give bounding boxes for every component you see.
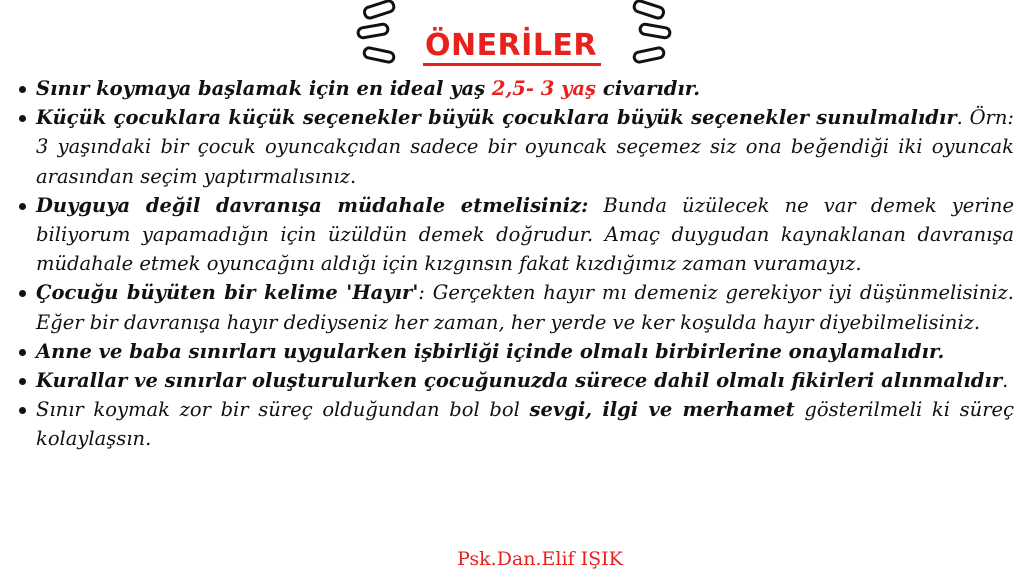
list-item bbox=[14, 395, 1014, 453]
item-bold-text: Sınır koymaya başlamak için en ideal yaş bbox=[36, 77, 492, 100]
list-item bbox=[14, 366, 1014, 395]
item-bold-text: Duyguya değil davranışa müdahale etmelisiniz: bbox=[36, 193, 589, 217]
list-item bbox=[14, 74, 1014, 103]
recommendation-list bbox=[14, 74, 1014, 454]
author-signature: Psk.Dan.Elif IŞIK bbox=[457, 548, 623, 570]
item-text: Sınır koymak zor bir süreç olduğundan bol bol bbox=[36, 398, 530, 422]
item-text: : Gerçekten hayır mı demeniz gerekiyor iyi düşünmelisiniz. Eğer bir davranışa hayır dediyseniz her zaman, her yerde ve ker koşulda hayır diyebilmelisiniz. bbox=[36, 281, 1014, 334]
item-bold-text: Kurallar ve sınırlar oluşturulurken çocuğunuzda sürece dahil olmalı fikirleri alınmalıdır bbox=[36, 369, 1003, 393]
item-text: Bunda üzülecek ne var demek yerine biliyorum yapamadığın için üzüldün demek doğrudur. Amaç duygudan kaynaklanan davranışa müdahale etmek oyuncağını aldığı için kızgınsın fakat kızdığımız zaman vuramayız. bbox=[36, 193, 1014, 276]
decorative-burst-right-icon bbox=[616, 0, 678, 76]
item-bold-text: civarıdır. bbox=[596, 77, 701, 100]
item-text: . bbox=[1002, 369, 1009, 393]
item-bold-text: sevgi, ilgi ve merhamet bbox=[529, 398, 795, 422]
list-item bbox=[14, 103, 1014, 191]
item-bold-text: Çocuğu büyüten bir kelime 'Hayır' bbox=[36, 281, 419, 305]
item-highlight-text: 2,5- 3 yaş bbox=[491, 77, 597, 100]
page-title: ÖNERİLER bbox=[0, 28, 1024, 63]
item-bold-text: Anne ve baba sınırları uygularken işbirliği içinde olmalı birbirlerine onaylamalıdır. bbox=[36, 339, 945, 363]
list-item bbox=[14, 278, 1014, 336]
item-bold-text: Küçük çocuklara küçük seçenekler büyük çocuklara büyük seçenekler sunulmalıdır bbox=[36, 106, 957, 130]
list-item bbox=[14, 337, 1014, 366]
item-text: . Örn: 3 yaşındaki bir çocuk oyuncakçıdan sadece bir oyuncak seçemez siz ona beğendiği iki oyuncak arasından seçim yaptırmalısınız. bbox=[36, 106, 1015, 188]
item-text: gösterilmeli ki süreç kolaylaşsın. bbox=[36, 398, 1015, 451]
list-item bbox=[14, 191, 1014, 279]
header bbox=[0, 0, 1024, 76]
